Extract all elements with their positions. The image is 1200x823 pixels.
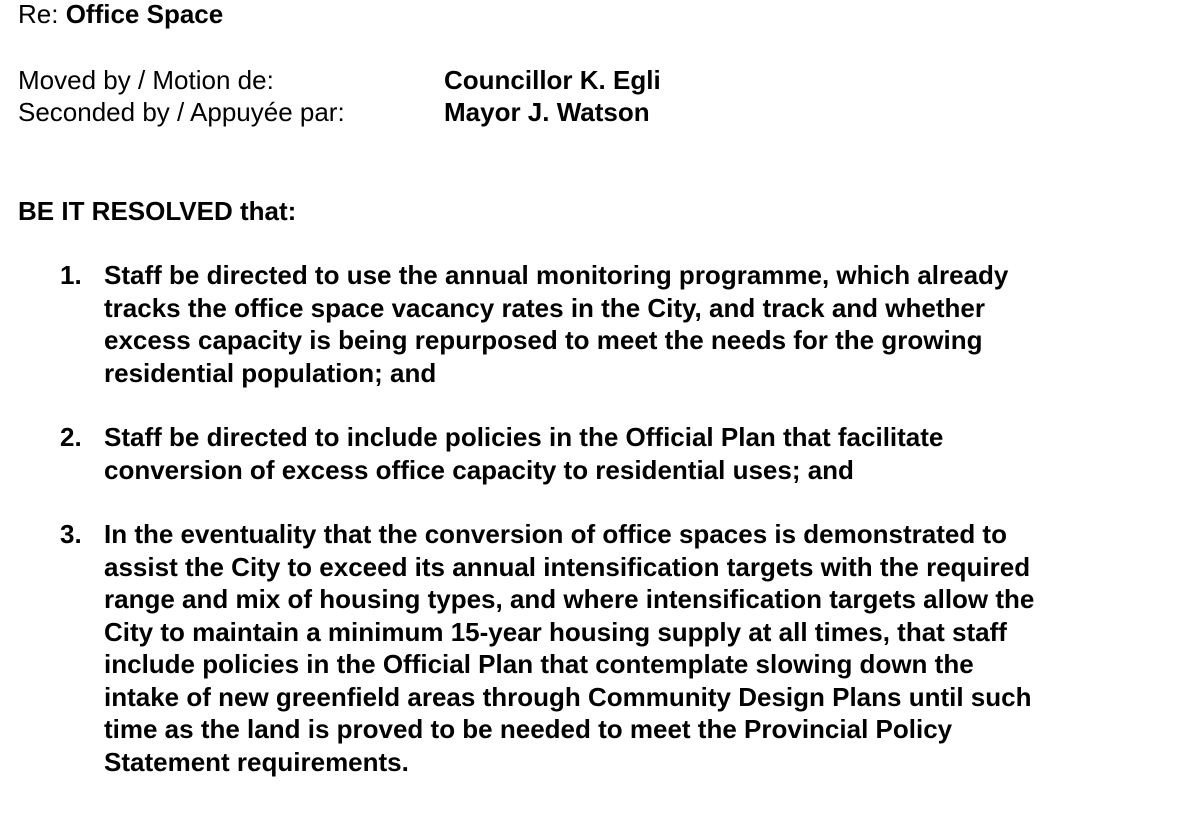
item-text-line: City to maintain a minimum 15-year housing supply at all times, that staff [104, 616, 1007, 647]
resolution-heading: BE IT RESOLVED that: [18, 196, 297, 226]
resolution-item [60, 518, 1190, 778]
item-text-line: tracks the office space vacancy rates in the City, and track and whether [104, 292, 985, 323]
item-text-line: Staff be directed to use the annual monitoring programme, which already [104, 260, 1009, 290]
seconded-by-label: Seconded by / Appuyée par: [18, 97, 345, 127]
re-prefix: Re: [18, 0, 59, 29]
item-text [104, 259, 1190, 389]
moved-by-row [18, 64, 661, 97]
subject-line [18, 0, 223, 31]
resolution-item [60, 259, 1190, 389]
item-text-line: residential population; and [104, 357, 437, 388]
item-text [104, 518, 1190, 778]
item-text-line: assist the City to exceed its annual intensification targets with the required [104, 551, 1031, 582]
item-number: 1. [60, 260, 82, 290]
subject-title: Office Space [65, 0, 224, 29]
item-text-line: In the eventuality that the conversion of office spaces is demonstrated to [104, 519, 1007, 549]
resolution-list [60, 259, 1190, 810]
item-text-line: Staff be directed to include policies in the Official Plan that facilitate [104, 422, 944, 452]
seconded-by-value: Mayor J. Watson [444, 97, 650, 127]
seconded-by-row [18, 96, 650, 129]
resolution-item [60, 421, 1190, 486]
item-number: 2. [60, 422, 82, 452]
item-text-line: time as the land is proved to be needed to meet the Provincial Policy [104, 714, 953, 744]
item-text-line: Statement requirements. [104, 746, 409, 777]
moved-by-label: Moved by / Motion de: [18, 65, 274, 95]
item-text-line: intake of new greenfield areas through Community Design Plans until such [104, 681, 1032, 712]
item-text [104, 421, 1190, 486]
item-text-line: include policies in the Official Plan that contemplate slowing down the [104, 649, 974, 679]
moved-by-value: Councillor K. Egli [444, 65, 661, 95]
item-text-line: range and mix of housing types, and where intensification targets allow the [104, 584, 1035, 614]
item-number: 3. [60, 519, 82, 549]
item-text-line: conversion of excess office capacity to residential uses; and [104, 454, 854, 485]
item-text-line: excess capacity is being repurposed to meet the needs for the growing [104, 325, 983, 355]
